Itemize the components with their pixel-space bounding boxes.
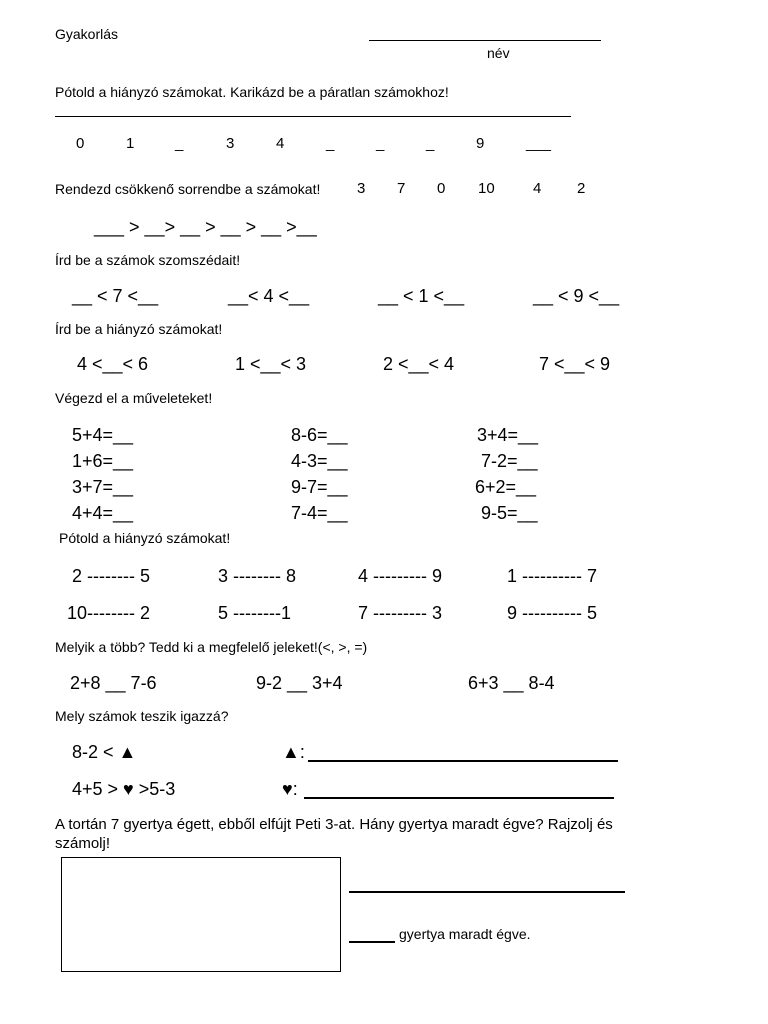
ex6-sequence[interactable]: 10-------- 2	[67, 603, 150, 623]
triangle-answer-label: ▲:	[282, 742, 305, 762]
ex7-comparison[interactable]: 6+3 __ 8-4	[468, 673, 555, 693]
ex6-sequence[interactable]: 1 ---------- 7	[507, 566, 597, 586]
ex9-instruction-line1: A tortán 7 gyertya égett, ebből elfújt Peti 3-at. Hány gyertya maradt égve? Rajzolj és	[55, 816, 613, 833]
ex5-operation[interactable]: 3+4=__	[477, 425, 539, 445]
ex5-operation[interactable]: 5+4=__	[72, 425, 134, 445]
ex3-instruction: Írd be a számok szomszédait!	[55, 252, 241, 268]
ex7-comparison[interactable]: 9-2 __ 3+4	[256, 673, 343, 693]
ex2-number: 3	[357, 180, 366, 197]
ex6-sequence[interactable]: 4 --------- 9	[358, 566, 442, 586]
ex1-item: 3	[226, 135, 235, 152]
ex5-operation[interactable]: 1+6=__	[72, 451, 134, 471]
ex4-instruction: Írd be a hiányzó számokat!	[55, 321, 223, 337]
ex6-sequence[interactable]: 2 -------- 5	[72, 566, 150, 586]
ex4-item[interactable]: 2 <__< 4	[383, 354, 455, 374]
ex7-instruction: Melyik a több? Tedd ki a megfelelő jeleket!(<, >, =)	[55, 639, 368, 655]
ex5-operation[interactable]: 6+2=__	[475, 477, 537, 497]
ex4-item[interactable]: 7 <__< 9	[539, 354, 611, 374]
ex1-item: 4	[276, 135, 285, 152]
ex8-equation-heart: 4+5 > ♥ >5-3	[72, 779, 176, 799]
ex2-instruction: Rendezd csökkenő sorrendbe a számokat!	[55, 181, 321, 197]
ex4-item[interactable]: 1 <__< 3	[235, 354, 307, 374]
candle-count-blank[interactable]	[349, 941, 395, 943]
ex6-sequence[interactable]: 7 --------- 3	[358, 603, 442, 623]
triangle-answer-line[interactable]	[308, 760, 618, 762]
ex1-instruction: Pótold a hiányzó számokat. Karikázd be a páratlan számokhoz!	[55, 84, 449, 100]
name-line[interactable]	[369, 40, 601, 41]
name-label: név	[487, 45, 510, 61]
ex5-operation[interactable]: 3+7=__	[72, 477, 134, 497]
ex5-operation[interactable]: 8-6=__	[291, 425, 348, 445]
calculation-line[interactable]	[349, 891, 625, 893]
heart-answer-label: ♥:	[282, 779, 298, 799]
ex5-instruction: Végezd el a műveleteket!	[55, 390, 213, 406]
ex5-operation[interactable]: 9-7=__	[291, 477, 348, 497]
ex2-number: 0	[437, 180, 446, 197]
ex4-item[interactable]: 4 <__< 6	[77, 354, 149, 374]
ex3-item[interactable]: __< 4 <__	[228, 286, 310, 306]
ex1-blank[interactable]: ___	[526, 135, 552, 152]
ex5-operation[interactable]: 9-5=__	[481, 503, 538, 523]
ex6-sequence[interactable]: 9 ---------- 5	[507, 603, 597, 623]
ex1-blank[interactable]: _	[326, 135, 335, 152]
ex5-operation[interactable]: 4+4=__	[72, 503, 134, 523]
ex1-blank[interactable]: _	[426, 135, 435, 152]
ex3-item[interactable]: __ < 9 <__	[533, 286, 620, 306]
ex2-number: 2	[577, 180, 586, 197]
ex1-item: 1	[126, 135, 135, 152]
drawing-box[interactable]	[61, 857, 341, 972]
ex6-sequence[interactable]: 5 --------1	[218, 603, 291, 623]
ex1-blank[interactable]: _	[376, 135, 385, 152]
ex1-rule	[55, 116, 571, 117]
ex3-item[interactable]: __ < 1 <__	[378, 286, 465, 306]
ex9-answer-suffix: gyertya maradt égve.	[399, 926, 531, 942]
ex5-operation[interactable]: 4-3=__	[291, 451, 348, 471]
ex3-item[interactable]: __ < 7 <__	[72, 286, 159, 306]
ex2-number: 4	[533, 180, 542, 197]
ex2-number: 7	[397, 180, 406, 197]
ex8-equation-triangle: 8-2 < ▲	[72, 742, 137, 762]
ex2-number: 10	[478, 180, 495, 197]
heart-answer-line[interactable]	[304, 797, 614, 799]
ex1-item: 9	[476, 135, 485, 152]
ex1-blank[interactable]: _	[175, 135, 184, 152]
ex5-operation[interactable]: 7-4=__	[291, 503, 348, 523]
ex8-instruction: Mely számok teszik igazzá?	[55, 708, 229, 724]
ex6-instruction: Pótold a hiányzó számokat!	[59, 530, 231, 546]
ex2-answer-row[interactable]: ___ > __> __ > __ > __ >__	[94, 217, 317, 237]
ex6-sequence[interactable]: 3 -------- 8	[218, 566, 296, 586]
worksheet-title: Gyakorlás	[55, 26, 119, 42]
ex1-item: 0	[76, 135, 85, 152]
ex5-operation[interactable]: 7-2=__	[481, 451, 538, 471]
ex9-instruction-line2: számolj!	[55, 835, 111, 852]
ex7-comparison[interactable]: 2+8 __ 7-6	[70, 673, 157, 693]
